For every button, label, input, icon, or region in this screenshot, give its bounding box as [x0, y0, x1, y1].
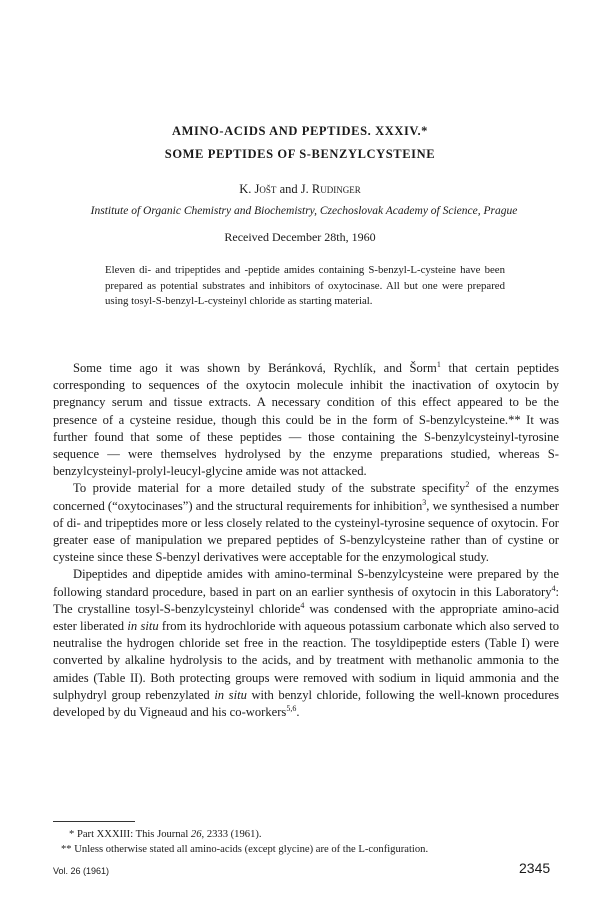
p2-text-a: To provide material for a more detailed study of the substrate specifity [73, 481, 466, 496]
footnote-1-volume: 26 [190, 829, 202, 840]
p3-italic-in-situ-1: in situ [127, 619, 159, 634]
p2-text-c: , we synthesised a number of di- and tripeptides more or less closely related to the cysteinyl-tyrosine sequence of oxytocin. For greater ease of manipulation we prepared peptides of S-benzylcysteine rather than of cystine or cysteine since these S-benzyl derivatives were acceptable for the enzymological study. [53, 498, 560, 565]
reference-marker: 2 [465, 480, 470, 490]
p3-text-b: : The crystalline tosyl-S-benzylcysteinyl chloride [53, 584, 559, 616]
footnote-1-text-a: * Part XXXIII: This Journal [69, 829, 191, 840]
reference-marker: 1 [436, 359, 441, 369]
author-2: J. Rudinger [300, 182, 361, 196]
paragraph-1 [53, 360, 559, 480]
p3-text-c: was condensed with the appropriate amino-acid ester liberated [53, 601, 559, 634]
footnote-1 [53, 827, 559, 842]
authors [0, 182, 600, 197]
article-title-line-2: SOME PEPTIDES OF S-BENZYLCYSTEINE [164, 147, 436, 161]
p3-text-f: . [296, 705, 300, 720]
paragraph-3 [53, 566, 559, 721]
p2-text-b: of the enzymes concerned (“oxytocinases”) and the structural requirements for inhibition [53, 481, 559, 513]
p3-text-e: with benzyl chloride, following the well-known procedures developed by du Vigneaud and his co-workers [53, 687, 560, 720]
reference-marker: 4 [551, 583, 556, 593]
author-1: K. Jošt [239, 182, 277, 196]
footnotes [53, 827, 559, 857]
journal-volume: Vol. 26 (1961) [53, 866, 110, 876]
paragraph-2 [53, 480, 559, 566]
page-number: 2345 [519, 860, 551, 876]
article-title-line-1: AMINO-ACIDS AND PEPTIDES. XXXIV.* [171, 124, 429, 138]
reference-marker: 3 [422, 497, 427, 507]
affiliation: Institute of Organic Chemistry and Biochemistry, Czechoslovak Academy of Science, Prague [90, 205, 518, 217]
p1-text-a: Some time ago it was shown by Beránková, Rychlík, and Šorm [73, 361, 437, 375]
reference-marker: 5,6 [286, 703, 297, 713]
p3-text-a: Dipeptides and dipeptide amides with amino-terminal S-benzylcysteine were prepared by the following standard procedure, based in part on an earlier synthesis of oxytocin in this Laboratory [53, 567, 559, 599]
footnote-2: ** Unless otherwise stated all amino-acids (except glycine) are of the L-configuration. [61, 844, 429, 855]
p1-text-b: that certain peptides corresponding to sequences of the oxytocin molecule inhibit the inactivation of oxytocin by pregnancy serum and tissue extracts. A necessary condition of this effect appeared to be the presence of a cysteine residue, though this could be in the form of S-benzylcysteine.** It was further found that some of these peptides — those containing the S-benzylcysteinyl-tyrosine sequence — were themselves hydrolysed by the enzyme preparations studied, whereas S-benzylcysteinyl-prolyl-leucyl-glycine amide was not attacked. [53, 361, 560, 479]
p3-text-d: from its hydrochloride with aqueous potassium carbonate which also served to neutralise the hydrogen chloride set free in the reaction. The tosyldipeptide esters (Table I) were converted by alkaline hydrolysis to the acids, and by treatment with methanolic ammonia to the amides (Table II). Both protecting groups were removed with sodium in liquid ammonia and the sulphydryl group rebenzylated [53, 619, 560, 702]
p3-italic-in-situ-2: in situ [214, 687, 247, 702]
author-conjunction: and [276, 182, 301, 196]
footnote-divider [53, 821, 135, 822]
body-text [53, 360, 559, 721]
footnote-1-text-b: , 2333 (1961). [201, 829, 262, 840]
received-date: Received December 28th, 1960 [224, 230, 376, 244]
abstract: Eleven di- and tripeptides and -peptide amides containing S-benzyl-L-cysteine have been prepared as potential substrates and inhibitors of oxytocinase. All but one were prepared using tosyl-S-benzyl-L-cysteinyl chloride as starting material. [105, 264, 505, 308]
reference-marker: 4 [300, 600, 305, 610]
